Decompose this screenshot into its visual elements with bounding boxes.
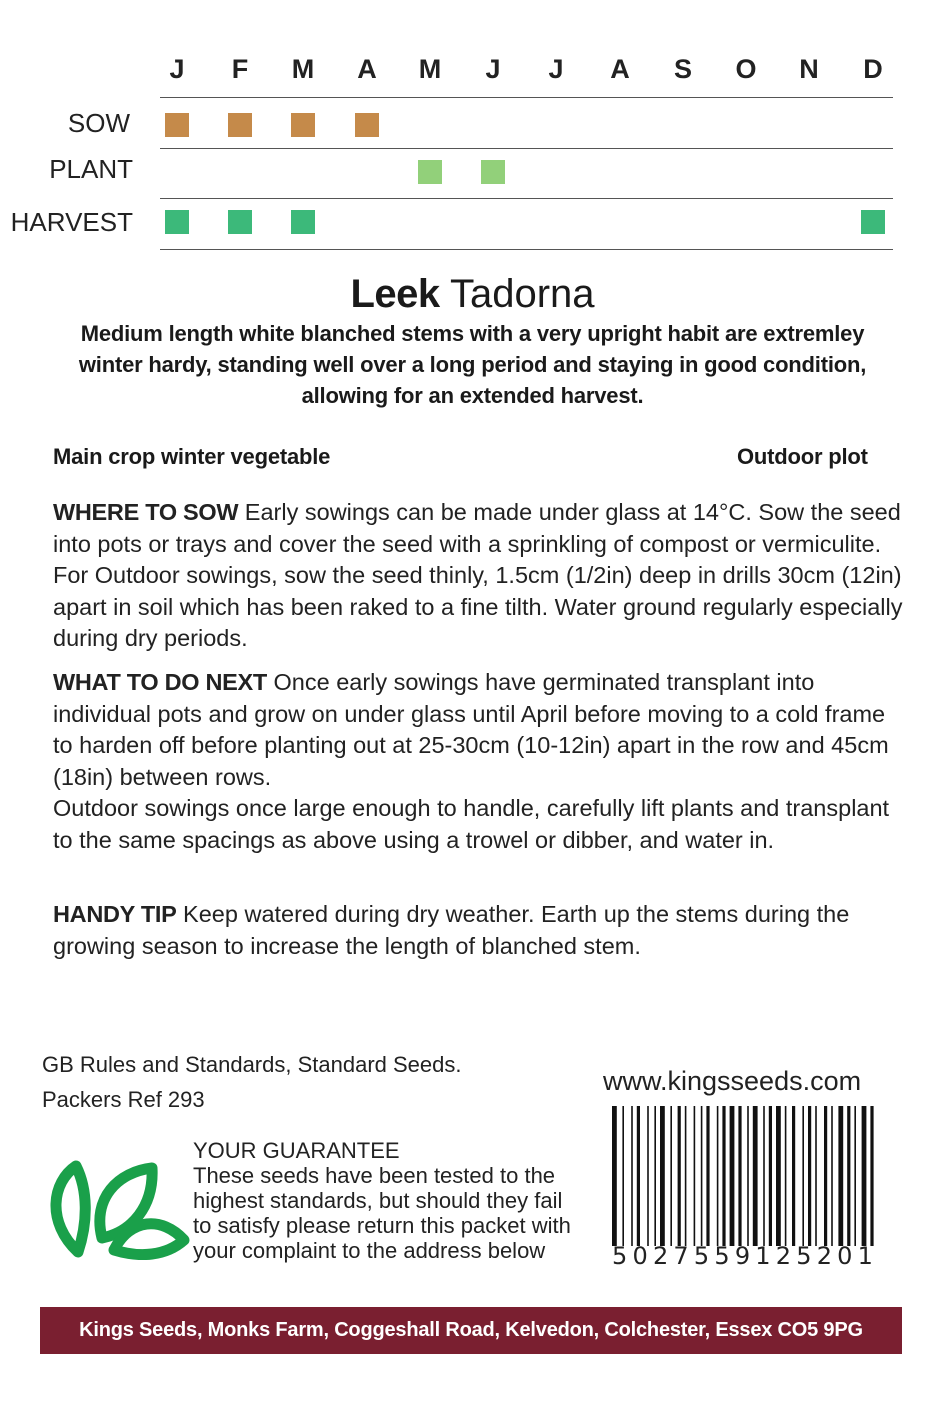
barcode-bar	[631, 1106, 633, 1246]
month-label: M	[418, 54, 442, 84]
barcode-bar	[647, 1106, 649, 1246]
product-title	[0, 272, 945, 317]
calendar-rule	[160, 249, 893, 250]
row-label-plant: PLANT	[49, 154, 133, 184]
calendar-square-sow	[355, 113, 379, 137]
month-label: J	[548, 54, 564, 84]
barcode-bar	[717, 1106, 719, 1246]
calendar-rule	[160, 148, 893, 149]
barcode-bar	[785, 1106, 787, 1246]
month-label: N	[799, 54, 819, 84]
barcode-bar	[847, 1106, 850, 1246]
barcode-bar	[802, 1106, 804, 1246]
guarantee-heading: YOUR GUARANTEE	[193, 1138, 400, 1163]
growing-location: Outdoor plot	[737, 444, 868, 469]
guarantee-text: These seeds have been tested to the highest standards, but should they fail to satisfy please return this packet with your complaint to the address below	[193, 1163, 571, 1263]
barcode-bar	[701, 1106, 703, 1246]
barcode-bar	[660, 1106, 665, 1246]
what-to-do-next-section	[53, 667, 903, 856]
calendar-square-sow	[165, 113, 189, 137]
barcode-bar	[808, 1106, 811, 1246]
barcode-bar	[824, 1106, 827, 1246]
outdoor-sowings-text: Outdoor sowings once large enough to handle, carefully lift plants and transplant to the same spacings as above using a trowel or dibber, and water in.	[53, 795, 890, 853]
product-description: Medium length white blanched stems with a very upright habit are extremley winter hardy, standing well over a long period and staying in good condition, allowing for an extended harvest.	[78, 321, 867, 408]
calendar-square-sow	[228, 113, 252, 137]
calendar-rule	[160, 198, 893, 199]
barcode-bar	[654, 1106, 656, 1246]
calendar-square-harvest	[291, 210, 315, 234]
product-name: Leek	[350, 272, 440, 316]
handy-tip-text: Keep watered during dry weather. Earth up the stems during the growing season to increase the length of blanched stem.	[53, 901, 850, 959]
barcode-bar	[678, 1106, 681, 1246]
calendar-square-sow	[291, 113, 315, 137]
barcode-bar	[694, 1106, 696, 1246]
sowing-calendar	[0, 0, 945, 260]
barcode-bar	[753, 1106, 758, 1246]
handy-tip-section	[53, 899, 903, 962]
barcode-bar	[685, 1106, 687, 1246]
calendar-square-plant	[418, 160, 442, 184]
barcode-bar	[831, 1106, 833, 1246]
footer-address: Kings Seeds, Monks Farm, Coggeshall Road, Kelvedon, Colchester, Essex CO5 9PG	[40, 1307, 902, 1354]
barcode-bar	[730, 1106, 735, 1246]
calendar-square-plant	[481, 160, 505, 184]
calendar-rule	[160, 97, 893, 98]
barcode-bar	[870, 1106, 873, 1246]
calendar-square-harvest	[861, 210, 885, 234]
barcode-bar	[854, 1106, 856, 1246]
barcode-bar	[747, 1106, 749, 1246]
variety-name: Tadorna	[439, 272, 595, 316]
barcode-bar	[862, 1106, 867, 1246]
what-to-do-next-heading: WHAT TO DO NEXT	[53, 669, 267, 695]
standards-line: GB Rules and Standards, Standard Seeds.	[42, 1052, 462, 1077]
month-label: O	[735, 54, 757, 84]
barcode-bar	[706, 1106, 709, 1246]
calendar-square-harvest	[228, 210, 252, 234]
barcode-bar	[769, 1106, 772, 1246]
barcode-bar	[612, 1106, 617, 1246]
row-label-harvest: HARVEST	[10, 207, 133, 237]
website-url[interactable]: www.kingsseeds.com	[603, 1066, 862, 1096]
barcode-bar	[776, 1106, 781, 1246]
month-label: J	[169, 54, 185, 84]
month-label: A	[357, 54, 377, 84]
where-to-sow-text: Early sowings can be made under glass at 14°C. Sow the seed into pots or trays and cover the seed with a sprinkling of compost or vermiculite. For Outdoor sowings, sow the seed thinly, 1.5cm (1/2in) deep in drills 30cm (12in) apart in soil which has been raked to a fine tilth. Water ground regularly especially during dry periods.	[53, 499, 903, 651]
month-label: J	[485, 54, 501, 84]
barcode-bar	[622, 1106, 624, 1246]
calendar-square-harvest	[165, 210, 189, 234]
where-to-sow-section	[53, 497, 903, 655]
month-label: M	[291, 54, 315, 84]
barcode-bar	[763, 1106, 765, 1246]
barcode-bar	[792, 1106, 795, 1246]
month-label: F	[231, 54, 249, 84]
barcode-bar	[838, 1106, 843, 1246]
leaf-logo-icon	[44, 1160, 190, 1260]
barcode-image	[612, 1106, 898, 1246]
barcode-bar	[722, 1106, 725, 1246]
barcode-number: 5027559125201	[612, 1242, 879, 1270]
what-to-do-next-text: Once early sowings have germinated transplant into individual pots and grow on under glass until April before moving to a cold frame to harden off before planting out at 25-30cm (10-12in) apart in the row and 45cm (18in) between rows.	[53, 669, 889, 790]
month-label: A	[610, 54, 630, 84]
barcode-bar	[738, 1106, 741, 1246]
barcode-bar	[637, 1106, 640, 1246]
packers-ref: Packers Ref 293	[42, 1087, 205, 1112]
month-label: S	[673, 54, 692, 84]
crop-type: Main crop winter vegetable	[53, 444, 331, 469]
handy-tip-heading: HANDY TIP	[53, 901, 177, 927]
guarantee-block	[193, 1138, 583, 1263]
month-label: D	[863, 54, 883, 84]
barcode-bar	[670, 1106, 672, 1246]
where-to-sow-heading: WHERE TO SOW	[53, 499, 239, 525]
barcode-bar	[815, 1106, 817, 1246]
row-label-sow: SOW	[67, 108, 130, 138]
